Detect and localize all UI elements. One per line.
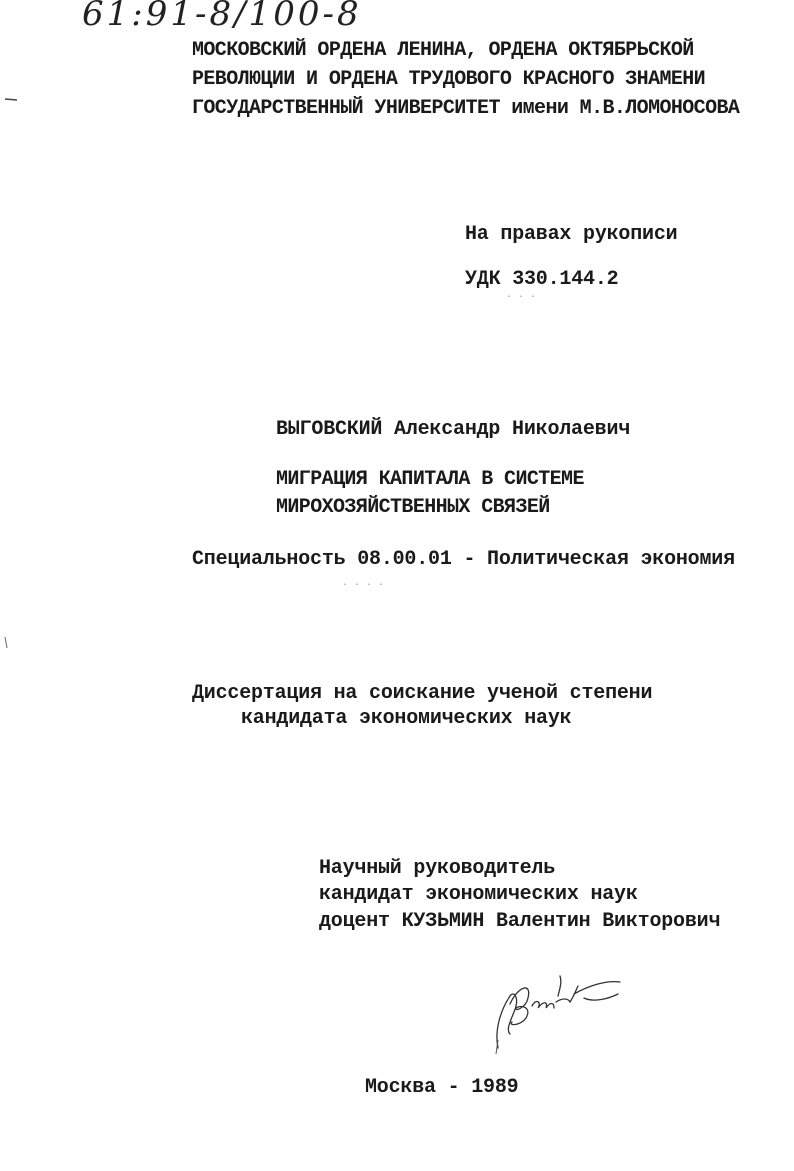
supervisor-line-3: доцент КУЗЬМИН Валентин Викторович [319, 910, 721, 933]
place-and-year: Москва - 1989 [365, 1076, 519, 1099]
udc-code: УДК 330.144.2 [465, 268, 619, 291]
margin-mark [4, 96, 18, 102]
dissertation-title-line-2: МИРОХОЗЯЙСТВЕННЫХ СВЯЗЕЙ [276, 496, 550, 519]
institution-line-1: МОСКОВСКИЙ ОРДЕНА ЛЕНИНА, ОРДЕНА ОКТЯБРЬСКОЙ [192, 39, 694, 62]
supervisor-line-1: Научный руководитель [319, 857, 556, 880]
margin-mark [2, 636, 10, 650]
degree-line-2: кандидата экономических наук [241, 707, 572, 730]
institution-line-2: РЕВОЛЮЦИИ И ОРДЕНА ТРУДОВОГО КРАСНОГО ЗНАМЕНИ [192, 68, 706, 91]
rights-notice: На правах рукописи [465, 223, 678, 246]
archive-number-handwritten [82, 0, 442, 36]
typewriter-marks: .... [342, 578, 391, 589]
specialty: Специальность 08.00.01 - Политическая экономия [192, 548, 735, 571]
author-name: ВЫГОВСКИЙ Александр Николаевич [276, 418, 631, 441]
dissertation-title-line-1: МИГРАЦИЯ КАПИТАЛА В СИСТЕМЕ [276, 468, 584, 491]
supervisor-line-2: кандидат экономических наук [319, 883, 638, 906]
typewriter-marks: ... [506, 290, 543, 301]
handwritten-signature [488, 968, 628, 1058]
institution-line-3: ГОСУДАРСТВЕННЫЙ УНИВЕРСИТЕТ имени М.В.ЛОМОНОСОВА [192, 97, 740, 120]
degree-line-1: Диссертация на соискание ученой степени [192, 682, 653, 705]
archive-number: 61:91-8/100-8 [82, 0, 362, 34]
